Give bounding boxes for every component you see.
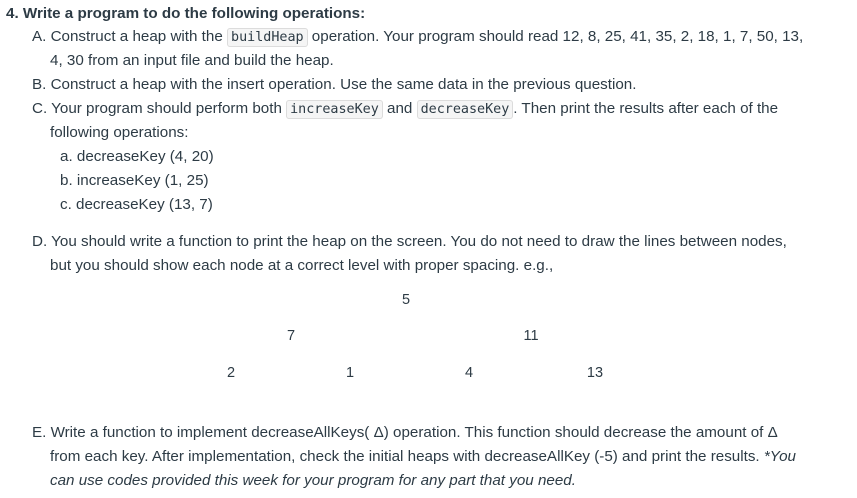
tree-node-level2-2: 1 — [345, 365, 355, 381]
part-c-op-a: a. decreaseKey (4, 20) — [60, 148, 214, 165]
decrease-key-code: decreaseKey — [417, 100, 514, 119]
part-a-suffix: operation. Your program should read 12, 8, 25, 41, 35, 2, 18, 1, 7, 50, 13, — [307, 28, 804, 45]
part-a-line-1 — [32, 26, 803, 49]
part-e-line-3: can use codes provided this week for your program for any part that you need. — [50, 472, 576, 489]
part-a-line-2: 4, 30 from an input file and build the heap. — [50, 52, 334, 69]
tree-node-level1-right: 11 — [523, 328, 539, 344]
part-c-op-b: b. increaseKey (1, 25) — [60, 172, 209, 189]
part-d-line-1: D. You should write a function to print the heap on the screen. You do not need to draw the lines between nodes, — [32, 233, 787, 250]
part-c-line-2: following operations: — [50, 124, 189, 141]
part-d-line-2: but you should show each node at a correct level with proper spacing. e.g., — [50, 257, 554, 274]
part-e-line-1: E. Write a function to implement decreaseAllKeys( Δ) operation. This function should decrease the amount of Δ — [32, 424, 778, 441]
tree-node-root: 5 — [401, 292, 411, 308]
tree-node-level2-4: 13 — [586, 365, 604, 381]
build-heap-code: buildHeap — [227, 28, 308, 47]
part-c-line-1 — [32, 98, 778, 121]
part-e-line-2 — [50, 446, 796, 468]
part-a-prefix: A. Construct a heap with the — [32, 28, 228, 45]
increase-key-code: increaseKey — [286, 100, 383, 119]
part-c-suffix: . Then print the results after each of the — [513, 100, 779, 117]
tree-node-level2-1: 2 — [226, 365, 236, 381]
part-c-op-c: c. decreaseKey (13, 7) — [60, 196, 213, 213]
tree-node-level1-left: 7 — [286, 328, 296, 344]
part-b-text: B. Construct a heap with the insert operation. Use the same data in the previous question. — [32, 76, 637, 93]
question-title: 4. Write a program to do the following operations: — [6, 5, 366, 22]
part-c-middle: and — [382, 100, 417, 117]
part-e-line-2-text: from each key. After implementation, check the initial heaps with decreaseAllKey (-5) and print the results. — [50, 448, 764, 465]
part-c-prefix: C. Your program should perform both — [32, 100, 287, 117]
tree-node-level2-3: 4 — [464, 365, 474, 381]
part-e-note-start: *You — [763, 448, 796, 465]
